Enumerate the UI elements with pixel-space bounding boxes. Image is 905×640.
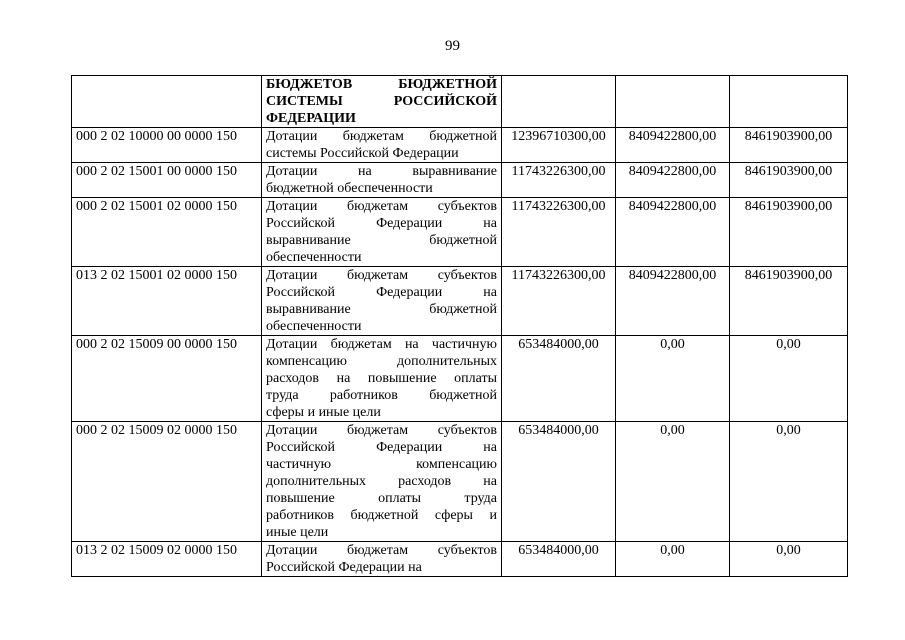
table-row	[72, 198, 848, 267]
name-line: Дотации бюджетам субъектов	[266, 423, 497, 438]
name-line: Дотации на выравнивание	[266, 164, 497, 179]
name-cell	[262, 336, 502, 422]
value-cell-2: 8409422800,00	[616, 128, 730, 163]
name-line: Дотации бюджетам субъектов	[266, 543, 497, 558]
name-line: работников бюджетной сферы и	[266, 508, 497, 523]
code-cell: 000 2 02 15001 02 0000 150	[72, 198, 262, 267]
name-line: Российской Федерации на	[266, 560, 422, 575]
code-cell	[72, 76, 262, 128]
table-row	[72, 422, 848, 542]
value-cell-1: 653484000,00	[502, 336, 616, 422]
name-cell	[262, 198, 502, 267]
name-cell	[262, 76, 502, 128]
name-line: системы Российской Федерации	[266, 146, 459, 161]
code-cell: 000 2 02 10000 00 0000 150	[72, 128, 262, 163]
name-line: Дотации бюджетам субъектов	[266, 199, 497, 214]
table-row	[72, 336, 848, 422]
value-cell-3: 8461903900,00	[730, 128, 848, 163]
name-line: частичную компенсацию	[266, 457, 497, 472]
name-cell	[262, 267, 502, 336]
table-row-header-continuation	[72, 76, 848, 128]
code-cell: 013 2 02 15009 02 0000 150	[72, 542, 262, 577]
value-cell-2	[616, 76, 730, 128]
name-line: обеспеченности	[266, 250, 362, 265]
value-cell-3: 0,00	[730, 542, 848, 577]
name-line: дополнительных расходов на	[266, 474, 497, 489]
name-line: выравнивание бюджетной	[266, 302, 497, 317]
name-line: Российской Федерации на	[266, 440, 497, 455]
table-row	[72, 128, 848, 163]
value-cell-1: 653484000,00	[502, 422, 616, 542]
value-cell-1: 12396710300,00	[502, 128, 616, 163]
value-cell-3: 8461903900,00	[730, 267, 848, 336]
name-line: расходов на повышение оплаты	[266, 371, 497, 386]
value-cell-1	[502, 76, 616, 128]
value-cell-2: 8409422800,00	[616, 198, 730, 267]
value-cell-1: 653484000,00	[502, 542, 616, 577]
budget-table	[71, 75, 848, 577]
code-cell: 000 2 02 15009 00 0000 150	[72, 336, 262, 422]
code-cell: 013 2 02 15001 02 0000 150	[72, 267, 262, 336]
name-line: СИСТЕМЫ РОССИЙСКОЙ	[266, 94, 497, 109]
name-line: Дотации бюджетам на частичную	[266, 337, 497, 352]
name-line: ФЕДЕРАЦИИ	[266, 111, 356, 126]
value-cell-2: 8409422800,00	[616, 267, 730, 336]
value-cell-2: 0,00	[616, 336, 730, 422]
name-cell	[262, 163, 502, 198]
value-cell-3: 8461903900,00	[730, 163, 848, 198]
name-line: Российской Федерации на	[266, 285, 497, 300]
name-line: бюджетной обеспеченности	[266, 181, 433, 196]
name-line: БЮДЖЕТОВ БЮДЖЕТНОЙ	[266, 77, 497, 92]
code-cell: 000 2 02 15009 02 0000 150	[72, 422, 262, 542]
value-cell-3: 0,00	[730, 336, 848, 422]
name-line: выравнивание бюджетной	[266, 233, 497, 248]
value-cell-2: 8409422800,00	[616, 163, 730, 198]
name-line: Российской Федерации на	[266, 216, 497, 231]
page-number: 99	[445, 38, 460, 54]
name-line: труда работников бюджетной	[266, 388, 497, 403]
value-cell-2: 0,00	[616, 422, 730, 542]
value-cell-1: 11743226300,00	[502, 198, 616, 267]
name-cell	[262, 422, 502, 542]
table-row	[72, 542, 848, 577]
name-line: обеспеченности	[266, 319, 362, 334]
name-line: Дотации бюджетам бюджетной	[266, 129, 497, 144]
value-cell-2: 0,00	[616, 542, 730, 577]
table-body	[72, 76, 848, 577]
name-cell	[262, 128, 502, 163]
name-line: сферы и иные цели	[266, 405, 381, 420]
value-cell-1: 11743226300,00	[502, 267, 616, 336]
value-cell-3	[730, 76, 848, 128]
name-line: иные цели	[266, 525, 329, 540]
table-row	[72, 267, 848, 336]
name-line: компенсацию дополнительных	[266, 354, 497, 369]
value-cell-3: 0,00	[730, 422, 848, 542]
value-cell-3: 8461903900,00	[730, 198, 848, 267]
name-cell	[262, 542, 502, 577]
value-cell-1: 11743226300,00	[502, 163, 616, 198]
code-cell: 000 2 02 15001 00 0000 150	[72, 163, 262, 198]
name-line: повышение оплаты труда	[266, 491, 497, 506]
table-row	[72, 163, 848, 198]
name-line: Дотации бюджетам субъектов	[266, 268, 497, 283]
